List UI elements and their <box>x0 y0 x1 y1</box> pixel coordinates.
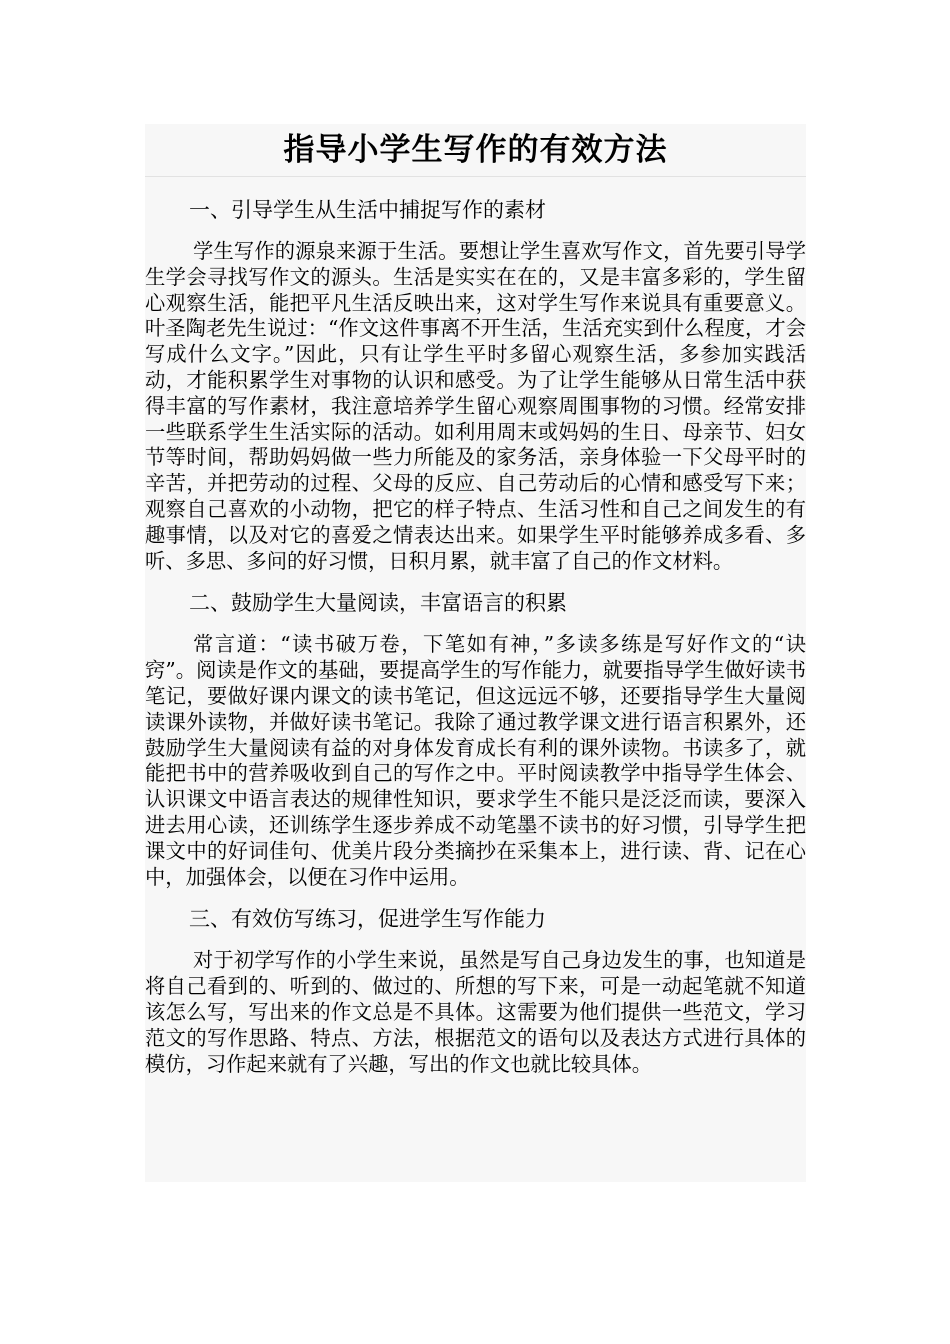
section-heading-3: 三、有效仿写练习，促进学生写作能力 <box>189 907 546 932</box>
section-paragraph-2: 常言道：“读书破万卷，下笔如有神，”多读多练是写好作文的“诀窍”。阅读是作文的基础，要提高学生的写作能力，就要指导学生做好读书笔记，要做好课内课文的读书笔记，但这远远不够，还要指导学生大量阅读课外读物，并做好读书笔记。我除了通过教学课文进行语言积累外，还鼓励学生大量阅读有益的对身体发育成长有利的课外读物。书读多了，就能把书中的营养吸收到自己的写作之中。平时阅读教学中指导学生体会、认识课文中语言表达的规律性知识，要求学生不能只是泛泛而读，要深入进去用心读，还训练学生逐步养成不动笔墨不读书的好习惯，引导学生把课文中的好词佳句、优美片段分类摘抄在采集本上，进行读、背、记在心中，加强体会，以便在习作中运用。 <box>145 632 806 889</box>
document-body <box>145 197 806 1077</box>
section-heading-2: 二、鼓励学生大量阅读，丰富语言的积累 <box>189 591 567 616</box>
section-paragraph-1: 学生写作的源泉来源于生活。要想让学生喜欢写作文，首先要引导学生学会寻找写作文的源头。生活是实实在在的，又是丰富多彩的，学生留心观察生活，能把平凡生活反映出来，这对学生写作来说具有重要意义。叶圣陶老先生说过：“作文这件事离不开生活，生活充实到什么程度，才会写成什么文字。”因此，只有让学生平时多留心观察生活，多参加实践活动，才能积累学生对事物的认识和感受。为了让学生能够从日常生活中获得丰富的写作素材，我注意培养学生留心观察周围事物的习惯。经常安排一些联系学生生活实际的活动。如利用周末或妈妈的生日、母亲节、妇女节等时间，帮助妈妈做一些力所能及的家务活，亲身体验一下父母平时的辛苦，并把劳动的过程、父母的反应、自己劳动后的心情和感受写下来；观察自己喜欢的小动物，把它的样子特点、生活习性和自己之间发生的有趣事情，以及对它的喜爱之情表达出来。如果学生平时能够养成多看、多听、多思、多问的好习惯，日积月累，就丰富了自己的作文材料。 <box>145 239 806 573</box>
section-heading-1: 一、引导学生从生活中捕捉写作的素材 <box>189 198 546 222</box>
section-paragraph-3: 对于初学写作的小学生来说，虽然是写自己身边发生的事，也知道是将自己看到的、听到的、做过的、所想的写下来，可是一动起笔就不知道该怎么写，写出来的作文总是不具体。这需要为他们提供一些范文，学习范文的写作思路、特点、方法，根据范文的语句以及表达方式进行具体的模仿，习作起来就有了兴趣，写出的作文也就比较具体。 <box>145 948 806 1076</box>
document-title: 指导小学生写作的有效方法 <box>145 124 806 177</box>
document-page <box>145 124 806 1182</box>
